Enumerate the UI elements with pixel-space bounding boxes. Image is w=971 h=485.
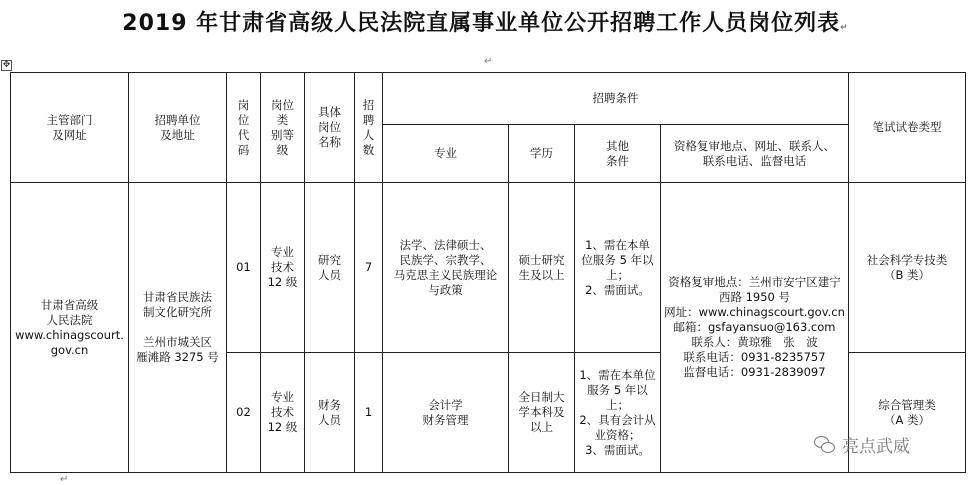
education-cell: 硕士研究 生及以上	[509, 183, 575, 353]
exam-type-cell: 综合管理类 （A 类）	[849, 353, 966, 473]
exam-type-cell: 社会科学专技类 （B 类）	[849, 183, 966, 353]
header-major: 专业	[383, 125, 509, 183]
header-num: 招 聘 人 数	[355, 73, 383, 183]
position-code: 01	[227, 183, 261, 353]
table-row	[11, 183, 966, 353]
position-code: 02	[227, 353, 261, 473]
other-conditions-cell: 1、需在本单位 服务 5 年以上； 2、具有会计从 业资格； 3、需面试。	[575, 353, 661, 473]
watermark	[814, 432, 910, 457]
paragraph-mark: ↵	[484, 56, 493, 67]
position-count: 7	[355, 183, 383, 353]
position-count: 1	[355, 353, 383, 473]
paragraph-mark: ↵	[60, 474, 69, 485]
wechat-icon	[814, 436, 836, 454]
header-conditions: 招聘条件	[383, 73, 849, 125]
education-cell: 全日制大 学本科及 以上	[509, 353, 575, 473]
page-title	[0, 6, 971, 37]
positions-table	[10, 72, 966, 473]
header-type: 岗位 类 别等 级	[261, 73, 305, 183]
header-review: 资格复审地点、网址、联系人、 联系电话、监督电话	[661, 125, 849, 183]
position-name: 财务 人员	[305, 353, 355, 473]
position-name: 研究 人员	[305, 183, 355, 353]
other-conditions-cell: 1、需在本单 位服务 5 年以 上； 2、需面试。	[575, 183, 661, 353]
dept-cell: 甘肃省高级 人民法院 www.chinagscourt. gov.cn	[11, 183, 129, 473]
header-edu: 学历	[509, 125, 575, 183]
paragraph-mark: ↵	[840, 23, 849, 33]
page-title-text: 2019 年甘肃省高级人民法院直属事业单位公开招聘工作人员岗位列表	[122, 11, 841, 36]
position-type: 专业 技术 12 级	[261, 183, 305, 353]
header-other: 其他 条件	[575, 125, 661, 183]
unit-cell: 甘肃省民族法 制文化研究所 兰州市城关区 雁滩路 3275 号	[129, 183, 227, 473]
major-cell: 法学、法律硕士、 民族学、宗教学、 马克思主义民族理论 与政策	[383, 183, 509, 353]
header-dept: 主管部门 及网址	[11, 73, 129, 183]
move-handle-icon[interactable]: ✥	[2, 60, 11, 70]
review-info-cell: 资格复审地点：兰州市安宁区建宁 西路 1950 号 网址：www.chinagscourt.gov.cn 邮箱：gsfayansuo@163.com 联系人：黄琼雅 张 波 联系电话：0931-8235757 监督电话：0931-2839097	[661, 183, 849, 473]
position-type: 专业 技术 12 级	[261, 353, 305, 473]
header-exam: 笔试试卷类型	[849, 73, 966, 183]
major-cell: 会计学 财务管理	[383, 353, 509, 473]
header-name: 具体 岗位 名称	[305, 73, 355, 183]
header-unit: 招聘单位 及地址	[129, 73, 227, 183]
watermark-text: 亮点武威	[842, 437, 910, 457]
header-code: 岗 位 代 码	[227, 73, 261, 183]
